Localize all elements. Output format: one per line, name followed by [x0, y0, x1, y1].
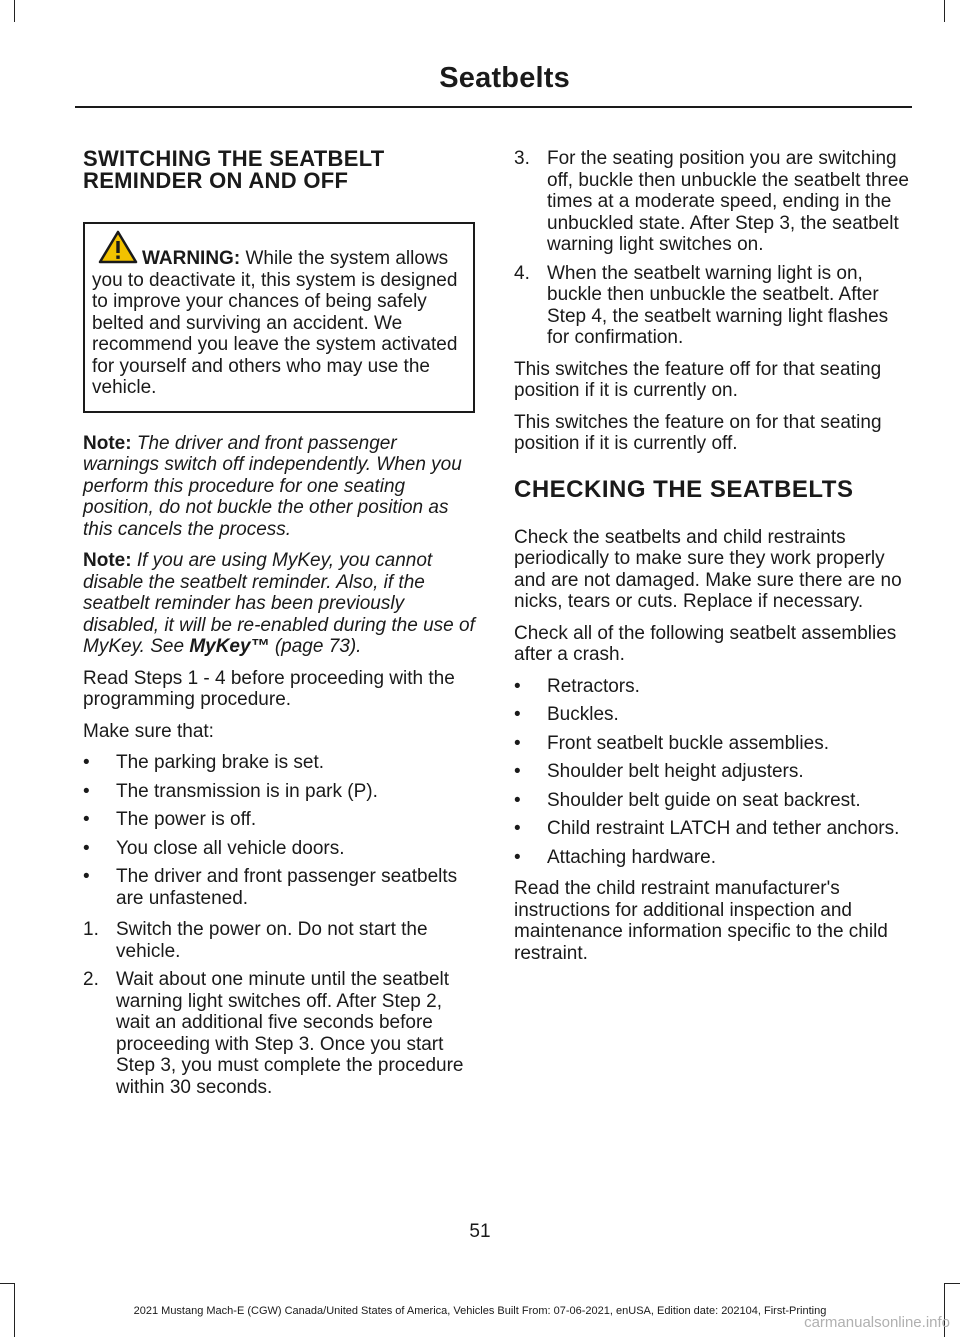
list-item: • Shoulder belt height adjusters. — [514, 761, 804, 782]
list-item: • Retractors. — [514, 675, 640, 697]
step-item: 3. For the seating position you are switching off, buckle then unbuckle the seatbelt three times at a moderate speed, ending in the unbuckled state. After Step 3, the seatbelt warning light switches on. — [514, 148, 909, 255]
step-number: 4. — [514, 262, 530, 284]
right-column — [514, 148, 910, 974]
page-title: Seatbelts — [439, 62, 570, 94]
step-item: 1. Switch the power on. Do not start the vehicle. — [83, 919, 428, 962]
assemblies-intro: Check all of the following seatbelt assemblies after a crash. — [514, 622, 897, 665]
bullet: • — [514, 704, 521, 725]
note-independent — [83, 433, 475, 541]
header-rule — [75, 106, 912, 108]
assemblies-list — [514, 676, 910, 869]
feature-off-paragraph: This switches the feature off for that seating position if it is currently on. — [514, 358, 882, 401]
note-text: The driver and front passenger warnings switch off independently. When you perform this procedure for one seating position, do not buckle the other position as this cancels the process. — [83, 432, 462, 540]
crop-mark — [944, 0, 945, 22]
step-list — [83, 919, 475, 1098]
note-mykey — [83, 550, 475, 658]
crop-mark — [945, 1283, 960, 1284]
page-number: 51 — [469, 1221, 491, 1242]
read-steps-paragraph: Read Steps 1 - 4 before proceeding with the programming procedure. — [83, 667, 455, 710]
bullet: • — [514, 732, 521, 754]
crop-mark — [0, 1283, 15, 1284]
warning-label: WARNING: — [142, 248, 241, 269]
make-sure-paragraph: Make sure that: — [83, 720, 214, 742]
step-item: 2. Wait about one minute until the seatbelt warning light switches off. After Step 2, wait an additional five seconds before proceeding with Step 3. Once you start Step 3, you must complete the procedure within 30 seconds. — [83, 969, 464, 1098]
bullet: • — [514, 789, 521, 811]
left-column — [83, 148, 475, 1108]
bullet: • — [514, 846, 521, 868]
step-item: 4. When the seatbelt warning light is on, buckle then unbuckle the seatbelt. After Step 4, the seatbelt warning light flashes for confirmation. — [514, 262, 889, 348]
bullet: • — [514, 818, 521, 839]
bullet: • — [83, 752, 90, 773]
list-item: • Child restraint LATCH and tether anchors. — [514, 818, 900, 839]
list-item: • Attaching hardware. — [514, 846, 716, 868]
note-text: If you are using MyKey, you cannot disable the seatbelt reminder. Also, if the seatbelt reminder has been previously disabled, it will be re-enabled during the use of MyKey. See — [83, 550, 475, 657]
step-number: 1. — [83, 919, 99, 940]
list-item: • The transmission is in park (P). — [83, 780, 378, 802]
bullet: • — [514, 761, 521, 782]
crop-mark — [14, 0, 15, 22]
watermark: carmanualsonline.info — [804, 1314, 950, 1331]
feature-on-paragraph: This switches the feature on for that seating position if it is currently off. — [514, 411, 882, 454]
section-heading-checking: CHECKING THE SEATBELTS — [514, 475, 854, 503]
note-label: Note: — [83, 432, 132, 454]
step-number: 2. — [83, 969, 99, 990]
list-item: • Front seatbelt buckle assemblies. — [514, 732, 829, 754]
bullet: • — [83, 780, 90, 802]
page-reference: (page 73). — [274, 636, 362, 657]
step-list — [514, 148, 910, 349]
precondition-list — [83, 752, 475, 909]
list-item: • The power is off. — [83, 809, 257, 830]
list-item: • Shoulder belt guide on seat backrest. — [514, 789, 861, 811]
note-label: Note: — [83, 550, 132, 571]
mykey-link[interactable]: MyKey™ — [189, 636, 270, 657]
list-item: • You close all vehicle doors. — [83, 837, 345, 859]
edition-footer: 2021 Mustang Mach-E (CGW) Canada/United States of America, Vehicles Built From: 07-06-2021, enUSA, Edition date: 202104, First-Printing — [133, 1305, 827, 1317]
section-heading-switching: SWITCHING THE SEATBELT REMINDER ON AND OFF — [83, 146, 385, 193]
bullet: • — [83, 809, 90, 830]
warning-text: While the system allows you to deactivate it, this system is designed to improve your chances of being safely belted and surviving an accident. We recommend you leave the system activated for yourself and others who may use the vehicle. — [92, 248, 458, 398]
list-item: • Buckles. — [514, 704, 619, 725]
warning-triangle-icon — [98, 230, 138, 264]
bullet: • — [83, 866, 90, 887]
bullet: • — [83, 837, 90, 859]
step-number: 3. — [514, 148, 530, 169]
warning-box — [83, 222, 475, 413]
closing-paragraph: Read the child restraint manufacturer's instructions for additional inspection and maintenance information specific to the child restraint. — [514, 878, 888, 964]
check-paragraph: Check the seatbelts and child restraints periodically to make sure they work properly and are not damaged. Make sure there are no nicks, tears or cuts. Replace if necessary. — [514, 526, 902, 612]
bullet: • — [514, 675, 521, 697]
list-item: • The parking brake is set. — [83, 752, 325, 773]
list-item: • The driver and front passenger seatbelts are unfastened. — [83, 866, 458, 909]
